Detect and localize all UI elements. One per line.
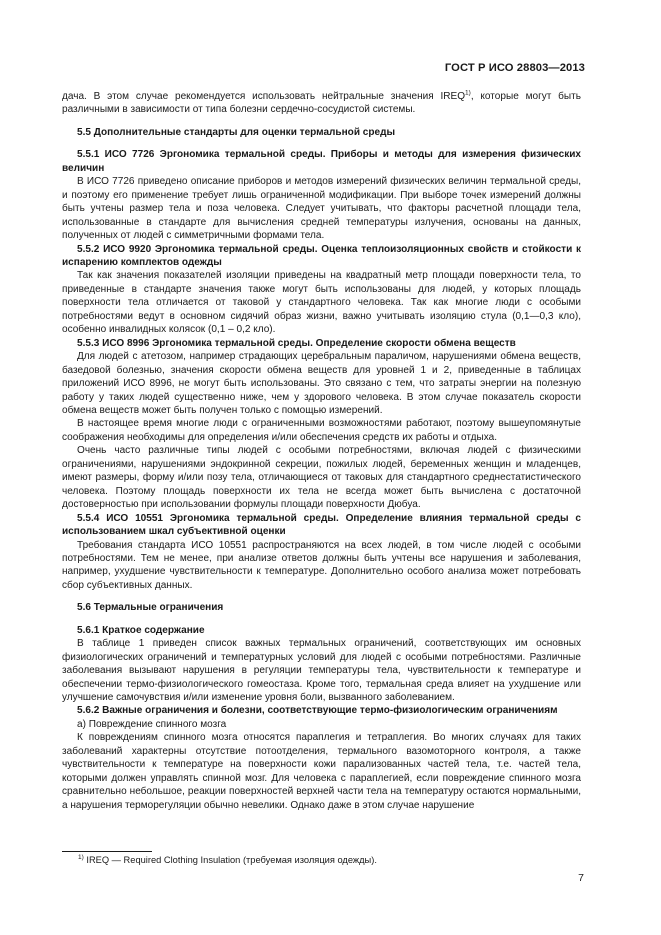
intro-paragraph: дача. В этом случае рекомендуется использовать нейтральные значения IREQ$^{1)}$, которые могут быть различными в зависимости от типа болезни сердечно-сосудистой системы. (62, 89, 581, 116)
paragraph-5-5-3-b: В настоящее время многие люди с ограниченными возможностями работают, поэтому вышеупомянутые соображения необходимы для определения и/или обеспечения средств их работы и отдыха. (62, 418, 581, 443)
subsection-heading-5-6-1: 5.6.1 Краткое содержание (77, 624, 205, 636)
section-heading-5-5: 5.5 Дополнительные стандарты для оценки термальной среды (77, 126, 396, 138)
footnote-mark: 1) (78, 853, 84, 861)
footnote-text: IREQ — Required Clothing Insulation (требуемая изоляция одежды). (83, 855, 377, 865)
paragraph-5-6-2: К повреждениям спинного мозга относятся параплегия и тетраплегия. Во многих случаях для таких заболеваний характерны отсутствие потоотделения, термального вазомоторного контроля, а также чувствительности к температуре на поверхности кожи парализованных частей тела, т.е. частей тела, которыми должен управлять спинной мозг. Для человека с параплегией, если повреждение спинного мозга сравнительно небольшое, реакции поверхностей верхней части тела на температуру остаются нормальными, а нарушения терморегуляции обычно невелики. Однако даже в этом случае нарушение (62, 732, 581, 811)
subsection-heading-5-6-2: 5.6.2 Важные ограничения и болезни, соответствующие термо-физиологическим ограничениям (77, 705, 558, 717)
document-header: ГОСТ Р ИСО 28803—2013 (444, 62, 585, 74)
paragraph-5-5-2: Так как значения показателей изоляции приведены на квадратный метр площади поверхности тела, то приведенные в стандарте значения также могут быть использованы для людей, у которых площадь поверхности тела отличается от таковой у стандартного человека. Так как многие люди с особыми потребностями ведут в основном сидячий образ жизни, важно учитывать изоляцию стула (0,1—0,3 кло), особенно инвалидных колясок (0,1 – 0,2 кло). (62, 270, 581, 336)
paragraph-5-5-4: Требования стандарта ИСО 10551 распространяются на всех людей, в том числе людей с особыми потребностями. Тем не менее, при анализе ответов должны быть учтены все нарушения и заболевания, например, ухудшение чувствительности к температуре. Дополнительно особого анализа может потребовать сбор субъективных данных. (62, 539, 581, 591)
subsection-heading-5-5-4: 5.5.4 ИСО 10551 Эргономика термальной среды. Определение влияния термальной среды с использованием шкал субъективной оценки (62, 512, 581, 538)
paragraph-5-5-3-a: Для людей с атетозом, например страдающих церебральным параличом, нарушениями обмена веществ, базедовой болезнью, значения скорости обмена веществ для уровней 1 и 2, приведенные в таблицах приложений ИСО 8996, не могут быть использованы. Это связано с тем, что затраты энергии на полезную работу у таких людей существенно ниже, чем у здорового человека. В этом случае показатель скорости обмена веществ может быть получен только с помощью измерений. (62, 351, 581, 416)
subsection-heading-5-5-1: 5.5.1 ИСО 7726 Эргономика термальной среды. Приборы и методы для измерения физических величин (62, 149, 581, 174)
list-item-a: а) Повреждение спинного мозга (77, 718, 227, 730)
paragraph-5-6-1: В таблице 1 приведен список важных термальных ограничений, соответствующих им основных физиологических ограничений и температурных условий для людей с особыми потребностями. Различные заболевания вызывают нарушения в регуляции температуры тела, чувствительности к температуре и обеспечении термо-физиологического гомеостаза. Кроме того, термальная среда влияет на ухудшение или улучшение самочувствия и/или изменение уровня боли, вызванного заболеванием. (62, 638, 581, 704)
paragraph-5-5-3-c: Очень часто различные типы людей с особыми потребностями, включая людей с физическими ограничениями, нарушениями эндокринной секреции, пожилых людей, беременных женщин и младенцев, имеют размеры, форму и/или позу тела, отличающиеся от таковых для стандартного среднестатистического человека. Поэтому площадь поверхности их тела не всегда может быть вычислена с достаточной достоверностью при использовании формулы площади поверхности Дюбуа. (62, 445, 581, 511)
section-heading-5-6: 5.6 Термальные ограничения (77, 602, 224, 614)
footnote-reference: 1) (465, 89, 471, 97)
subsection-heading-5-5-2: 5.5.2 ИСО 9920 Эргономика термальной среды. Оценка теплоизоляционных свойств и стойкости к испарению комплектов одежды (62, 243, 581, 268)
paragraph-5-5-1: В ИСО 7726 приведено описание приборов и методов измерений физических величин термальной среды, и поэтому его применение требует лишь ограниченной модификации. При выборе точек измерений должны быть учтены размер тела и поза человека. Следует учитывать, что факторы расчетной площади тела, использованные в стандарте для вычисления средней температуры излучения, основаны на данных, полученных от людей с симметричными формами тела. (62, 176, 581, 242)
page-content (62, 90, 581, 812)
footnote (78, 855, 377, 865)
footnote-divider (62, 851, 152, 852)
page-number: 7 (578, 872, 584, 884)
subsection-heading-5-5-3: 5.5.3 ИСО 8996 Эргономика термальной среды. Определение скорости обмена веществ (77, 337, 516, 349)
